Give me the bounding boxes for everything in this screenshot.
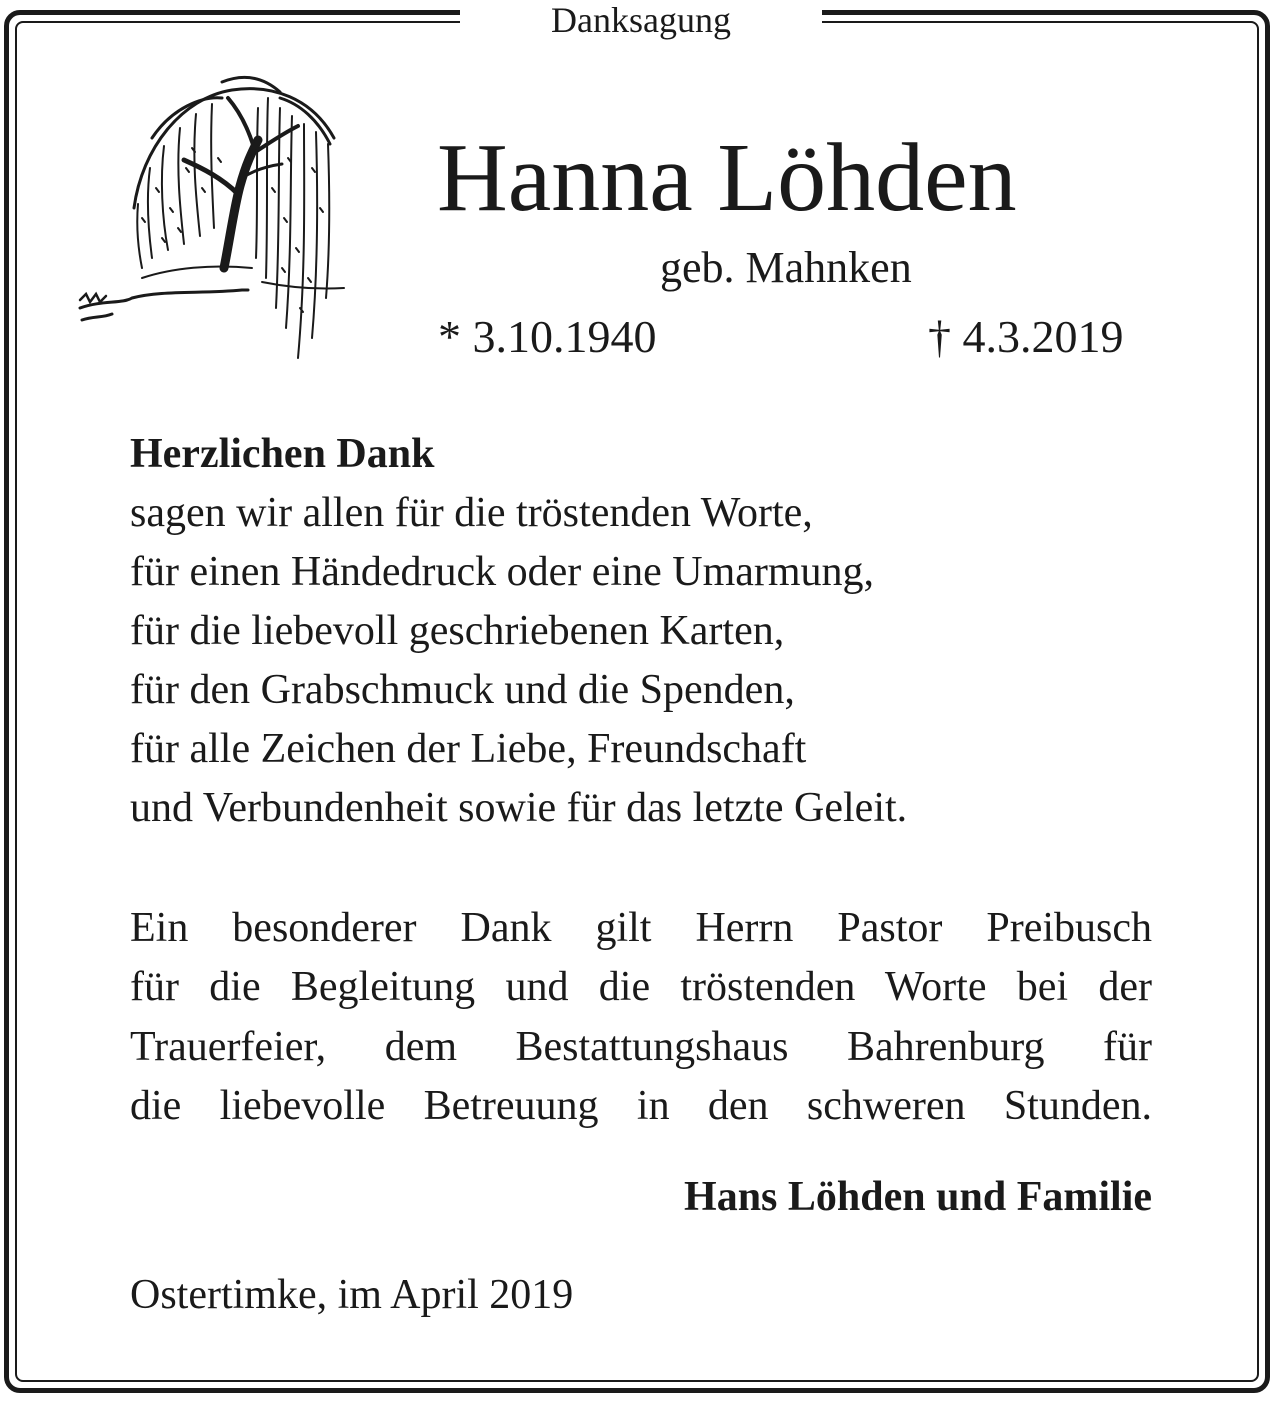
maiden-name: geb. Mahnken — [660, 243, 912, 292]
signature: Hans Löhden und Familie — [684, 1174, 1152, 1220]
special-thanks-paragraph — [130, 899, 1152, 1136]
special-thanks-line: Ein besonderer Dank gilt Herrn Pastor Preibusch — [130, 905, 1152, 951]
special-thanks-line: für die Begleitung und die tröstenden Worte bei der — [130, 964, 1152, 1011]
birth-date: * 3.10.1940 — [438, 311, 657, 362]
thanks-line: und Verbundenheit sowie für das letzte Geleit. — [130, 785, 908, 831]
thanks-line: für den Grabschmuck und die Spenden, — [130, 667, 795, 713]
thanks-line: sagen wir allen für die tröstenden Worte, — [130, 490, 813, 536]
thanks-line: für die liebevoll geschriebenen Karten, — [130, 608, 785, 654]
special-thanks-line: Trauerfeier, dem Bestattungshaus Bahrenburg für — [130, 1023, 1152, 1070]
thanks-section — [130, 425, 1152, 838]
thanks-line: für einen Händedruck oder eine Umarmung, — [130, 549, 875, 595]
deceased-name: Hanna Löhden — [437, 124, 1017, 232]
death-date: † 4.3.2019 — [928, 311, 1124, 362]
header-label: Danksagung — [551, 0, 731, 40]
thanks-heading: Herzlichen Dank — [130, 431, 435, 477]
thanks-line: für alle Zeichen der Liebe, Freundschaft — [130, 726, 807, 772]
place-date: Ostertimke, im April 2019 — [130, 1272, 574, 1318]
weeping-willow-tree-icon — [72, 68, 352, 370]
special-thanks-line: die liebevolle Betreuung in den schweren Stunden. — [130, 1082, 1152, 1129]
